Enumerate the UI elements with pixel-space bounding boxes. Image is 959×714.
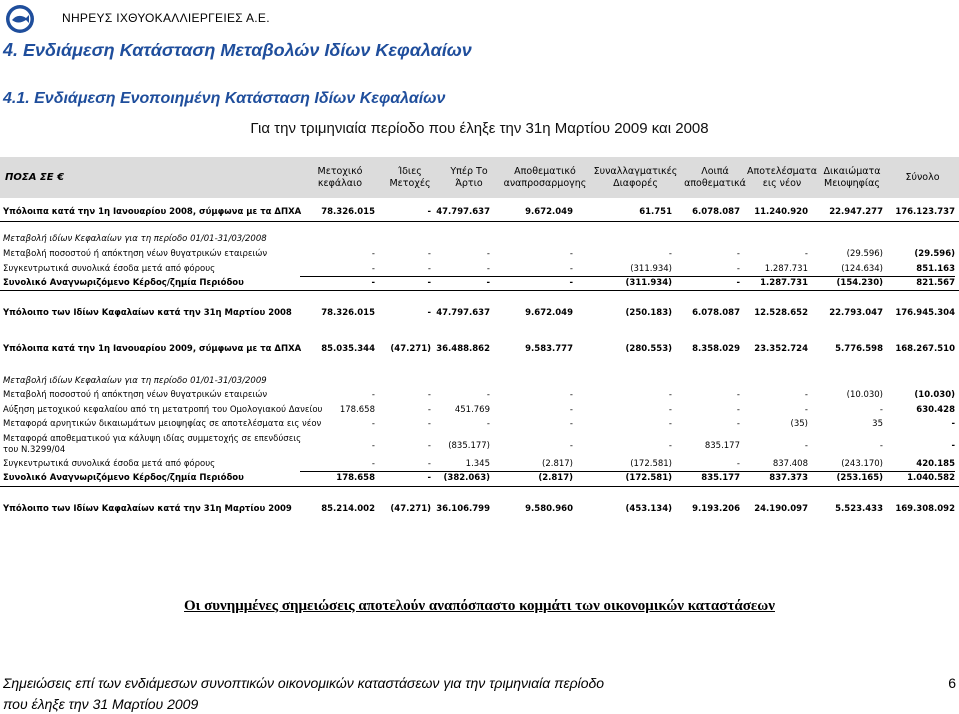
cell-value: 837.373 [769, 473, 808, 483]
cell-value: - [427, 249, 431, 259]
cell-value: - [371, 419, 375, 429]
cell-value: - [736, 459, 740, 469]
cell-value: (243.170) [841, 459, 883, 469]
cell-value: 9.672.049 [525, 207, 573, 217]
cell-value: 420.185 [916, 459, 955, 469]
cell-value: - [569, 405, 573, 415]
cell-value: - [427, 308, 431, 318]
cell-value: 630.428 [916, 405, 955, 415]
cell-value: (280.553) [625, 344, 672, 354]
cell-value: - [804, 441, 808, 451]
table-row [0, 418, 959, 431]
cell-value: - [879, 405, 883, 415]
cell-value: 5.776.598 [835, 344, 883, 354]
cell-value: - [879, 441, 883, 451]
cell-value: 1.287.731 [760, 278, 808, 288]
cell-value: (250.183) [625, 308, 672, 318]
cell-value: - [486, 419, 490, 429]
row-label: Υπόλοιπο των Ιδίων Καφαλαίων κατά την 31η Μαρτίου 2008 [3, 308, 292, 318]
column-header-retained-earnings: Αποτελέσματα εις νέον [747, 165, 817, 189]
column-header-other-reserves: Λοιπά αποθεματικά [684, 165, 746, 189]
row-label: Υπόλοιπα κατά την 1η Ιανουαρίου 2009, σύμφωνα με τα ΔΠΧΑ [3, 344, 302, 354]
cell-value: (10.030) [846, 390, 883, 400]
cell-value: - [951, 441, 955, 451]
table-row [0, 233, 959, 246]
row-label: Μεταβολή ποσοστού ή απόκτηση νέων θυγατρικών εταιρειών [3, 390, 268, 400]
cell-value: (47.271) [390, 344, 431, 354]
cell-value: - [569, 441, 573, 451]
cell-value: - [736, 264, 740, 274]
cell-value: (835.177) [448, 441, 490, 451]
cell-value: - [486, 278, 490, 288]
cell-value: 176.123.737 [895, 207, 955, 217]
cell-value: - [668, 419, 672, 429]
cell-value: 22.947.277 [829, 207, 883, 217]
table-row [0, 277, 959, 290]
cell-value: 22.793.047 [829, 308, 883, 318]
cell-value: (253.165) [836, 473, 883, 483]
cell-value: - [804, 249, 808, 259]
cell-value: 1.345 [465, 459, 490, 469]
cell-value: 85.214.002 [321, 504, 375, 514]
column-header-revaluation-reserve: Αποθεματικό αναπροσαρμογης [503, 165, 587, 189]
cell-value: 5.523.433 [835, 504, 883, 514]
cell-value: - [427, 278, 431, 288]
cell-value: - [736, 419, 740, 429]
cell-value: - [951, 419, 955, 429]
cell-value: - [371, 249, 375, 259]
table-row [0, 458, 959, 471]
cell-value: 35 [872, 419, 883, 429]
cell-value: - [569, 390, 573, 400]
table-row [0, 472, 959, 485]
cell-value: - [569, 419, 573, 429]
cell-value: 851.163 [916, 264, 955, 274]
cell-value: - [486, 264, 490, 274]
cell-value: - [668, 441, 672, 451]
cell-value: 835.177 [704, 441, 740, 451]
row-label: Συγκεντρωτικά συνολικά έσοδα μετά από φόρους [3, 459, 216, 469]
table-divider [0, 221, 959, 222]
cell-value: (35) [790, 419, 808, 429]
cell-value: (154.230) [836, 278, 883, 288]
cell-value: - [371, 390, 375, 400]
cell-value: 36.488.862 [436, 344, 490, 354]
column-header-fx-differences: Συναλλαγματικές Διαφορές [593, 165, 678, 189]
table-divider [300, 471, 955, 472]
company-name: ΝΗΡΕΥΣ ΙΧΘΥΟΚΑΛΛΙΕΡΓΕΙΕΣ Α.Ε. [62, 11, 270, 25]
cell-value: 835.177 [701, 473, 740, 483]
cell-value: (47.271) [390, 504, 431, 514]
cell-value: 85.035.344 [321, 344, 375, 354]
cell-value: 9.583.777 [525, 344, 573, 354]
cell-value: 9.672.049 [525, 308, 573, 318]
cell-value: 24.190.097 [754, 504, 808, 514]
column-header-share-capital: Μετοχικό κεφάλαιο [317, 165, 363, 189]
table-row [0, 206, 959, 219]
column-header-treasury-shares: Ίδιες Μετοχές [389, 165, 431, 189]
cell-value: - [427, 264, 431, 274]
cell-value: 451.769 [454, 405, 490, 415]
cell-value: (311.934) [625, 278, 672, 288]
cell-value: - [486, 390, 490, 400]
cell-value: - [569, 264, 573, 274]
footer-line-2: που έληξε την 31 Μαρτίου 2009 [3, 696, 199, 712]
table-row [0, 434, 959, 458]
cell-value: - [371, 459, 375, 469]
cell-value: - [371, 441, 375, 451]
row-label: Αύξηση μετοχικού κεφαλαίου από τη μετατροπή του Ομολογιακού Δανείου [3, 405, 323, 415]
cell-value: - [427, 459, 431, 469]
cell-value: - [736, 249, 740, 259]
cell-value: - [569, 249, 573, 259]
cell-value: 47.797.637 [436, 308, 490, 318]
cell-value: (2.817) [538, 473, 573, 483]
table-row [0, 389, 959, 402]
section-title: 4. Ενδιάμεση Κατάσταση Μεταβολών Ιδίων Κεφαλαίων [3, 40, 472, 60]
cell-value: - [427, 207, 431, 217]
cell-value: (311.934) [630, 264, 672, 274]
table-row [0, 343, 959, 356]
table-row [0, 248, 959, 261]
cell-value: 837.408 [772, 459, 808, 469]
cell-value: (10.030) [914, 390, 955, 400]
cell-value: - [427, 473, 431, 483]
table-row [0, 263, 959, 276]
subsection-title: 4.1. Ενδιάμεση Ενοποιημένη Κατάσταση Ιδίων Κεφαλαίων [3, 90, 446, 107]
cell-value: (172.581) [630, 459, 672, 469]
row-label: Συνολικό Αναγνωριζόμενο Κέρδος/ζημία Περιόδου [3, 473, 244, 483]
cell-value: 23.352.724 [754, 344, 808, 354]
column-header-share-premium: Υπέρ Το Άρτιο [450, 165, 488, 189]
cell-value: - [371, 264, 375, 274]
cell-value: - [736, 390, 740, 400]
cell-value: (453.134) [625, 504, 672, 514]
cell-value: (124.634) [841, 264, 883, 274]
cell-value: 1.287.731 [764, 264, 808, 274]
cell-value: 821.567 [916, 278, 955, 288]
cell-value: 11.240.920 [754, 207, 808, 217]
cell-value: (172.581) [625, 473, 672, 483]
table-row [0, 404, 959, 417]
cell-value: 8.358.029 [692, 344, 740, 354]
cell-value: - [804, 390, 808, 400]
table-row [0, 503, 959, 516]
table-divider [0, 290, 959, 291]
table-divider [0, 486, 959, 487]
cell-value: - [668, 405, 672, 415]
column-header-amounts: ΠΟΣΑ ΣΕ € [5, 171, 65, 183]
cell-value: - [427, 405, 431, 415]
row-label: Μεταφορά αποθεματικού για κάλυψη ιδίας συμμετοχής σε επενδύσεις του Ν.3299/04 [3, 434, 302, 455]
cell-value: 9.193.206 [692, 504, 740, 514]
cell-value: 1.040.582 [907, 473, 955, 483]
page-number: 6 [948, 675, 956, 691]
row-label: Μεταβολή ιδίων Κεφαλαίων για τη περίοδο 01/01-31/03/2009 [3, 376, 267, 386]
cell-value: - [569, 278, 573, 288]
notes-statement: Οι συνημμένες σημειώσεις αποτελούν αναπόσπαστο κομμάτι των οικονομικών καταστάσεων [184, 598, 775, 614]
cell-value: 78.326.015 [321, 207, 375, 217]
period-title: Για την τριμηνιαία περίοδο που έληξε την 31η Μαρτίου 2009 και 2008 [250, 120, 709, 137]
cell-value: 6.078.087 [692, 207, 740, 217]
table-row [0, 375, 959, 388]
cell-value: (29.596) [914, 249, 955, 259]
cell-value: 169.308.092 [895, 504, 955, 514]
cell-value: - [804, 405, 808, 415]
cell-value: 9.580.960 [525, 504, 573, 514]
row-label: Υπόλοιπο των Ιδίων Καφαλαίων κατά την 31η Μαρτίου 2009 [3, 504, 292, 514]
cell-value: 47.797.637 [436, 207, 490, 217]
cell-value: 178.658 [336, 473, 375, 483]
cell-value: 168.267.510 [895, 344, 955, 354]
cell-value: - [486, 249, 490, 259]
cell-value: - [736, 405, 740, 415]
cell-value: - [371, 278, 375, 288]
cell-value: - [668, 249, 672, 259]
table-row [0, 307, 959, 320]
cell-value: 12.528.652 [754, 308, 808, 318]
cell-value: - [668, 390, 672, 400]
cell-value: 176.945.304 [895, 308, 955, 318]
cell-value: 6.078.087 [692, 308, 740, 318]
cell-value: (29.596) [846, 249, 883, 259]
row-label: Συγκεντρωτικά συνολικά έσοδα μετά από φόρους [3, 264, 216, 274]
column-header-total: Σύνολο [905, 171, 940, 183]
cell-value: - [427, 390, 431, 400]
cell-value: 61.751 [639, 207, 672, 217]
cell-value: 36.106.799 [436, 504, 490, 514]
column-header-minority-interest: Δικαιώματα Μειοψηφίας [823, 165, 881, 189]
cell-value: (2.817) [542, 459, 573, 469]
row-label: Μεταφορά αρνητικών δικαιωμάτων μειοψηφίας σε αποτελέσματα εις νέον [3, 419, 322, 429]
footer-line-1: Σημειώσεις επί των ενδιάμεσων συνοπτικών οικονομικών καταστάσεων για την τριμηνιαία περίοδο [3, 675, 605, 691]
nireus-logo-icon [5, 4, 35, 34]
row-label: Μεταβολή ποσοστού ή απόκτηση νέων θυγατρικών εταιρειών [3, 249, 268, 259]
row-label: Συνολικό Αναγνωριζόμενο Κέρδος/ζημία Περιόδου [3, 278, 244, 288]
cell-value: - [427, 419, 431, 429]
cell-value: - [427, 441, 431, 451]
table-divider [300, 276, 955, 277]
cell-value: (382.063) [443, 473, 490, 483]
cell-value: - [736, 278, 740, 288]
row-label: Υπόλοιπα κατά την 1η Ιανουαρίου 2008, σύμφωνα με τα ΔΠΧΑ [3, 207, 302, 217]
row-label: Μεταβολή ιδίων Κεφαλαίων για τη περίοδο 01/01-31/03/2008 [3, 234, 267, 244]
table-header [0, 157, 959, 198]
cell-value: 178.658 [339, 405, 375, 415]
cell-value: 78.326.015 [321, 308, 375, 318]
